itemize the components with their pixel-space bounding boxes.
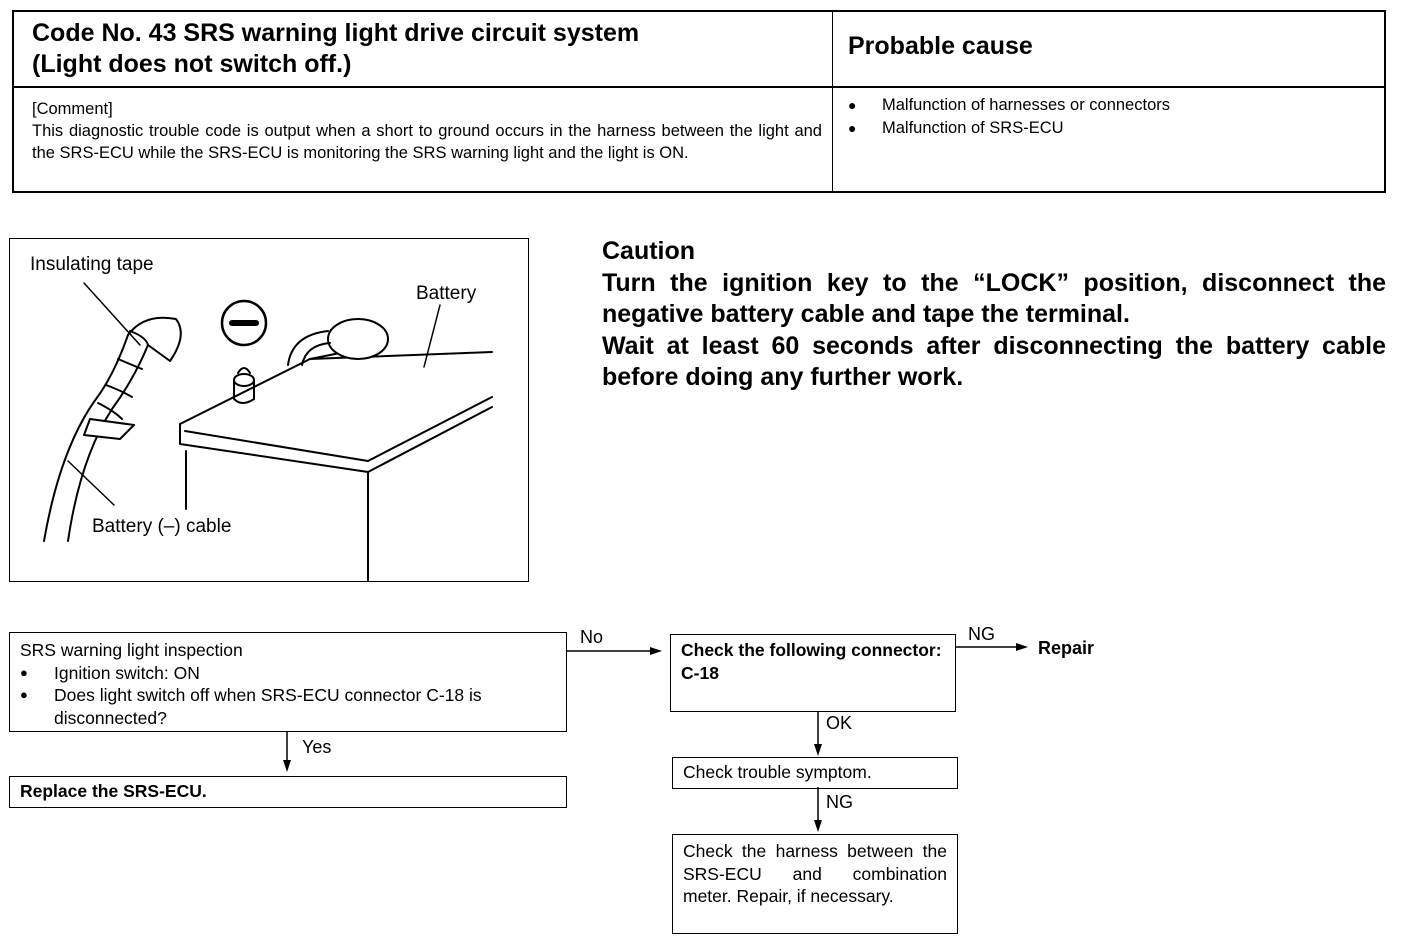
check-harness-text: Check the harness between the SRS-ECU and combination meter. Repair, if necessary. bbox=[683, 841, 947, 906]
ng-label-2: NG bbox=[826, 792, 853, 812]
check-symptom-box: Check trouble symptom. bbox=[672, 757, 958, 789]
cause-text: Malfunction of SRS-ECU bbox=[882, 119, 1064, 137]
check-connector-box bbox=[670, 634, 956, 712]
inspection-box bbox=[9, 632, 567, 732]
ok-label: OK bbox=[826, 713, 853, 733]
caution-text-1: Turn the ignition key to the “LOCK” position, disconnect the negative battery cable and tape the terminal. bbox=[602, 268, 1386, 328]
replace-ecu-box: Replace the SRS-ECU. bbox=[9, 776, 567, 808]
bullet-icon: ● bbox=[848, 120, 857, 136]
comment-text: This diagnostic trouble code is output when a short to ground occurs in the harness between the light and the SRS-ECU while the SRS-ECU is monitoring the SRS warning light and the light is ON. bbox=[32, 122, 822, 162]
inspection-item bbox=[20, 662, 556, 685]
battery-cable-label: Battery (–) cable bbox=[92, 516, 232, 537]
code-title-line2: (Light does not switch off.) bbox=[32, 50, 352, 78]
connector-code: C-18 bbox=[681, 662, 719, 683]
battery-label: Battery bbox=[416, 283, 477, 304]
check-harness-box bbox=[672, 834, 958, 934]
bullet-icon: ● bbox=[20, 664, 28, 680]
inspection-item-text: Ignition switch: ON bbox=[54, 662, 200, 683]
inspection-item-text: Does light switch off when SRS-ECU connector C-18 is disconnected? bbox=[54, 685, 482, 728]
inspection-title: SRS warning light inspection bbox=[20, 640, 243, 660]
caution-title: Caution bbox=[602, 237, 696, 265]
insulating-tape-label: Insulating tape bbox=[30, 254, 154, 275]
check-connector-text: Check the following connector: bbox=[681, 640, 942, 660]
bullet-icon: ● bbox=[20, 687, 28, 702]
caution-text-2: Wait at least 60 seconds after disconnecting the battery cable before doing any further work. bbox=[602, 331, 1386, 391]
repair-label: Repair bbox=[1038, 638, 1095, 658]
yes-label: Yes bbox=[302, 737, 332, 757]
comment-label: [Comment] bbox=[32, 100, 113, 118]
code-title-line1: Code No. 43 SRS warning light drive circuit system bbox=[32, 19, 640, 47]
cause-text: Malfunction of harnesses or connectors bbox=[882, 96, 1170, 114]
ng-label-1: NG bbox=[968, 624, 995, 644]
inspection-item bbox=[20, 684, 556, 729]
bullet-icon: ● bbox=[848, 97, 857, 113]
probable-cause-heading: Probable cause bbox=[848, 32, 1033, 60]
no-label: No bbox=[580, 627, 604, 647]
